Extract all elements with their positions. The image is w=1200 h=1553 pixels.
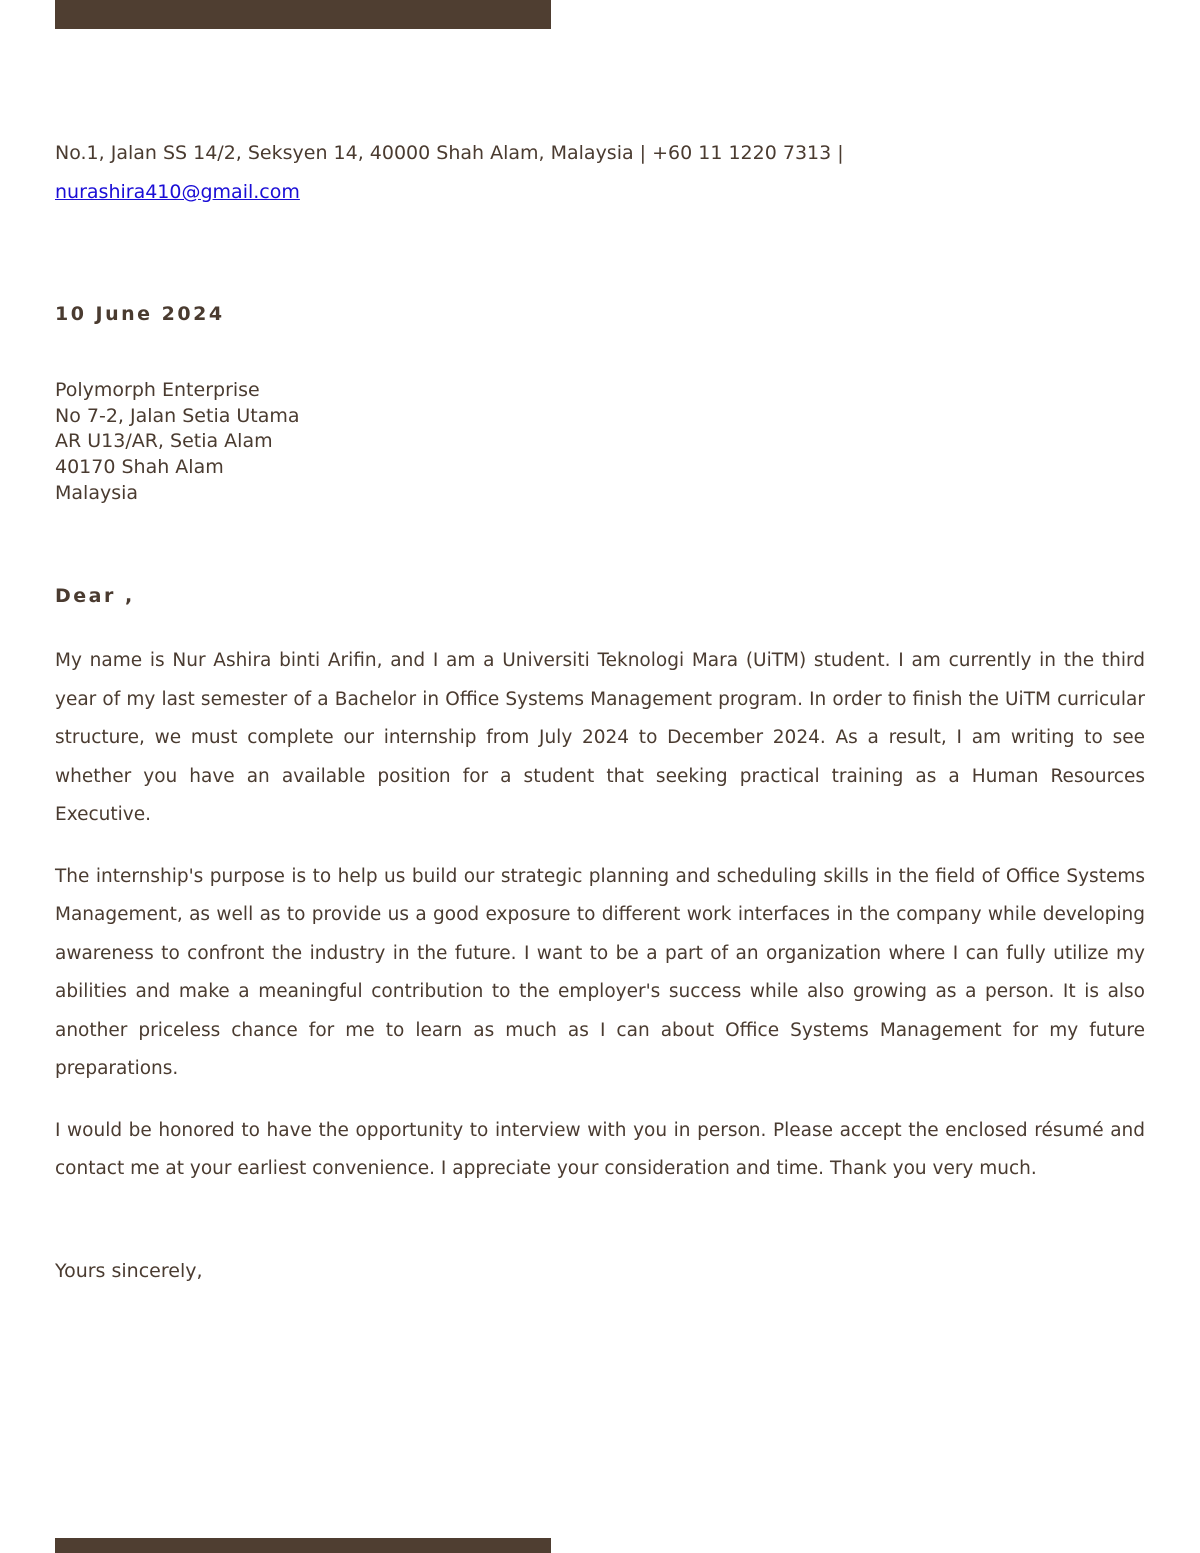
recipient-line: No 7-2, Jalan Setia Utama bbox=[55, 404, 300, 427]
letter-body bbox=[55, 642, 1145, 1212]
letter-date: 10 June 2024 bbox=[55, 303, 225, 325]
sender-address: No.1, Jalan SS 14/2, Seksyen 14, 40000 Shah Alam, Malaysia | +60 11 1220 7313 | bbox=[55, 142, 844, 164]
sender-email-link[interactable]: nurashira410@gmail.com bbox=[55, 181, 300, 203]
closing: Yours sincerely, bbox=[55, 1260, 203, 1282]
body-paragraph: I would be honored to have the opportunity to interview with you in person. Please accept the enclosed résumé and contact me at your earliest convenience. I appreciate your consideration and time. Thank you very much. bbox=[55, 1119, 1145, 1179]
salutation: Dear , bbox=[55, 585, 135, 607]
recipient-line: Polymorph Enterprise bbox=[55, 379, 260, 401]
body-paragraph: My name is Nur Ashira binti Arifin, and I am a Universiti Teknologi Mara (UiTM) student. I am currently in the third year of my last semester of a Bachelor in Office Systems Management program. In order to finish the UiTM curricular structure, we must complete our internship from July 2024 to December 2024. As a result, I am writing to see whether you have an available position for a student that seeking practical training as a Human Resources Executive. bbox=[55, 650, 1145, 825]
footer-decor-bar bbox=[55, 1538, 551, 1553]
header-decor-bar bbox=[55, 0, 551, 29]
recipient-line: 40170 Shah Alam bbox=[55, 456, 224, 479]
body-paragraph: The internship's purpose is to help us build our strategic planning and scheduling skills in the field of Office Systems Management, as well as to provide us a good exposure to different work interfaces in the company while developing awareness to confront the industry in the future. I want to be a part of an organization where I can fully utilize my abilities and make a meaningful contribution to the employer's success while also growing as a person. It is also another priceless chance for me to learn as much as I can about Office Systems Management for my future preparations. bbox=[55, 865, 1145, 1079]
recipient-line: Malaysia bbox=[55, 481, 139, 504]
sender-contact bbox=[55, 134, 1145, 212]
recipient-address bbox=[55, 378, 300, 507]
recipient-line: AR U13/AR, Setia Alam bbox=[55, 430, 273, 453]
